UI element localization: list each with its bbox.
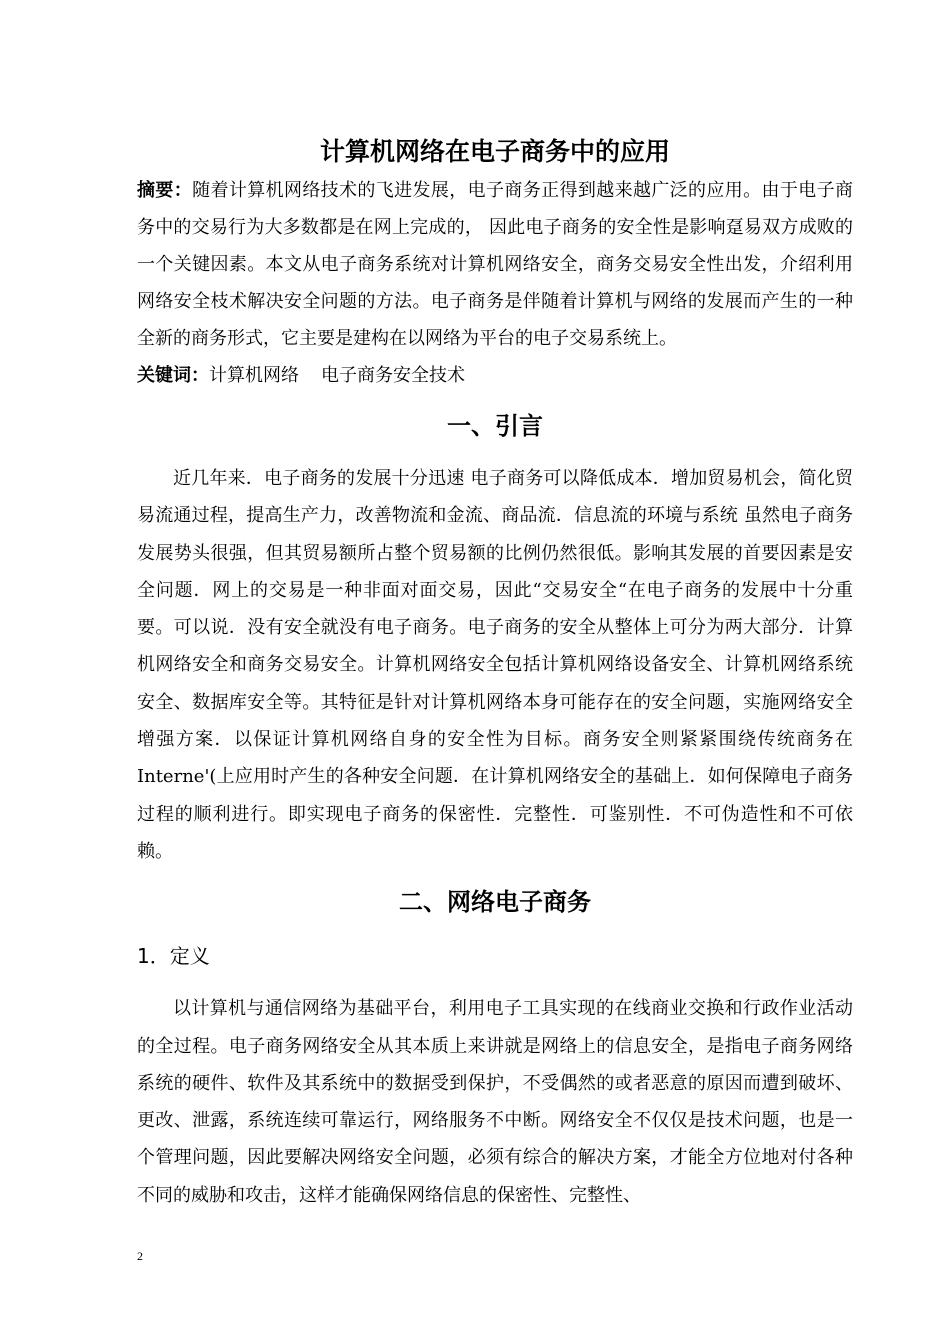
document-page <box>137 132 853 1214</box>
abstract-text: 随着计算机网络技术的飞进发展，电子商务正得到越来越广泛的应用。由于电子商务中的交易行为大多数都是在网上完成的， 因此电子商务的安全性是影响趸易双方成败的一个关键因素。本文从电子商务系统对计算机网络安全，商务交易安全性出发，介绍利用网络安全枝术解决安全问题的方法。电子商务是伴随着计算机与网络的发展而产生的一种全新的商务形式，它主要是建构在以网络为平台的电子交易系统上。 <box>137 180 854 349</box>
definition-paragraph: 以计算机与通信网络为基础平台，利用电子工具实现的在线商业交换和行政作业活动的全过程。电子商务网络安全从其本质上来讲就是网络上的信息安全，是指电子商务网络系统的硬件、软件及其系统中的数据受到保护，不受偶然的或者恶意的原因而遭到破坏、更改、泄露，系统连续可靠运行，网络服务不中断。网络安全不仅仅是技术问题，也是一个管理问题，因此要解决网络安全问题，必须有综合的解决方案，才能全方位地对付各种不同的威胁和攻击，这样才能确保网络信息的保密性、完整性、 <box>137 998 853 1206</box>
section-heading-introduction: 一、引言 <box>447 412 543 440</box>
document-title: 计算机网络在电子商务中的应用 <box>319 137 670 166</box>
abstract-label: 摘要： <box>137 180 193 201</box>
keywords-label: 关键词： <box>137 365 209 386</box>
subheading-definition: 1．定义 <box>137 944 210 969</box>
keywords <box>137 357 853 394</box>
section-heading-network-ecommerce: 二、网络电子商务 <box>399 888 591 917</box>
keyword-item: 计算机网络 <box>209 365 299 386</box>
keyword-item: 电子商务安全技术 <box>321 365 465 386</box>
page-number: 2 <box>137 1249 143 1263</box>
abstract <box>137 172 853 357</box>
introduction-paragraph: 近几年来．电子商务的发展十分迅速 电子商务可以降低成本．增加贸易机会，简化贸易流通过程，提高生产力，改善物流和金流、商品流．信息流的环境与系统 虽然电子商务发展势头很强，但其贸易额所占整个贸易额的比例仍然很低。影响其发展的首要因素是安全问题．网上的交易是一种非面对面交易，因此“交易安全“在电子商务的发展中十分重要。可以说．没有安全就没有电子商务。电子商务的安全从整体上可分为两大部分．计算机网络安全和商务交易安全。计算机网络安全包括计算机网络设备安全、计算机网络系统安全、数据库安全等。其特征是针对计算机网络本身可能存在的安全问题，实施网络安全增强方案．以保证计算机网络自身的安全性为目标。商务安全则紧紧围绕传统商务在Interne'(上应用时产生的各种安全问题．在计算机网络安全的基础上．如何保障电子商务过程的顺利进行。即实现电子商务的保密性．完整性．可鉴别性．不可伪造性和不可依赖。 <box>137 468 853 862</box>
